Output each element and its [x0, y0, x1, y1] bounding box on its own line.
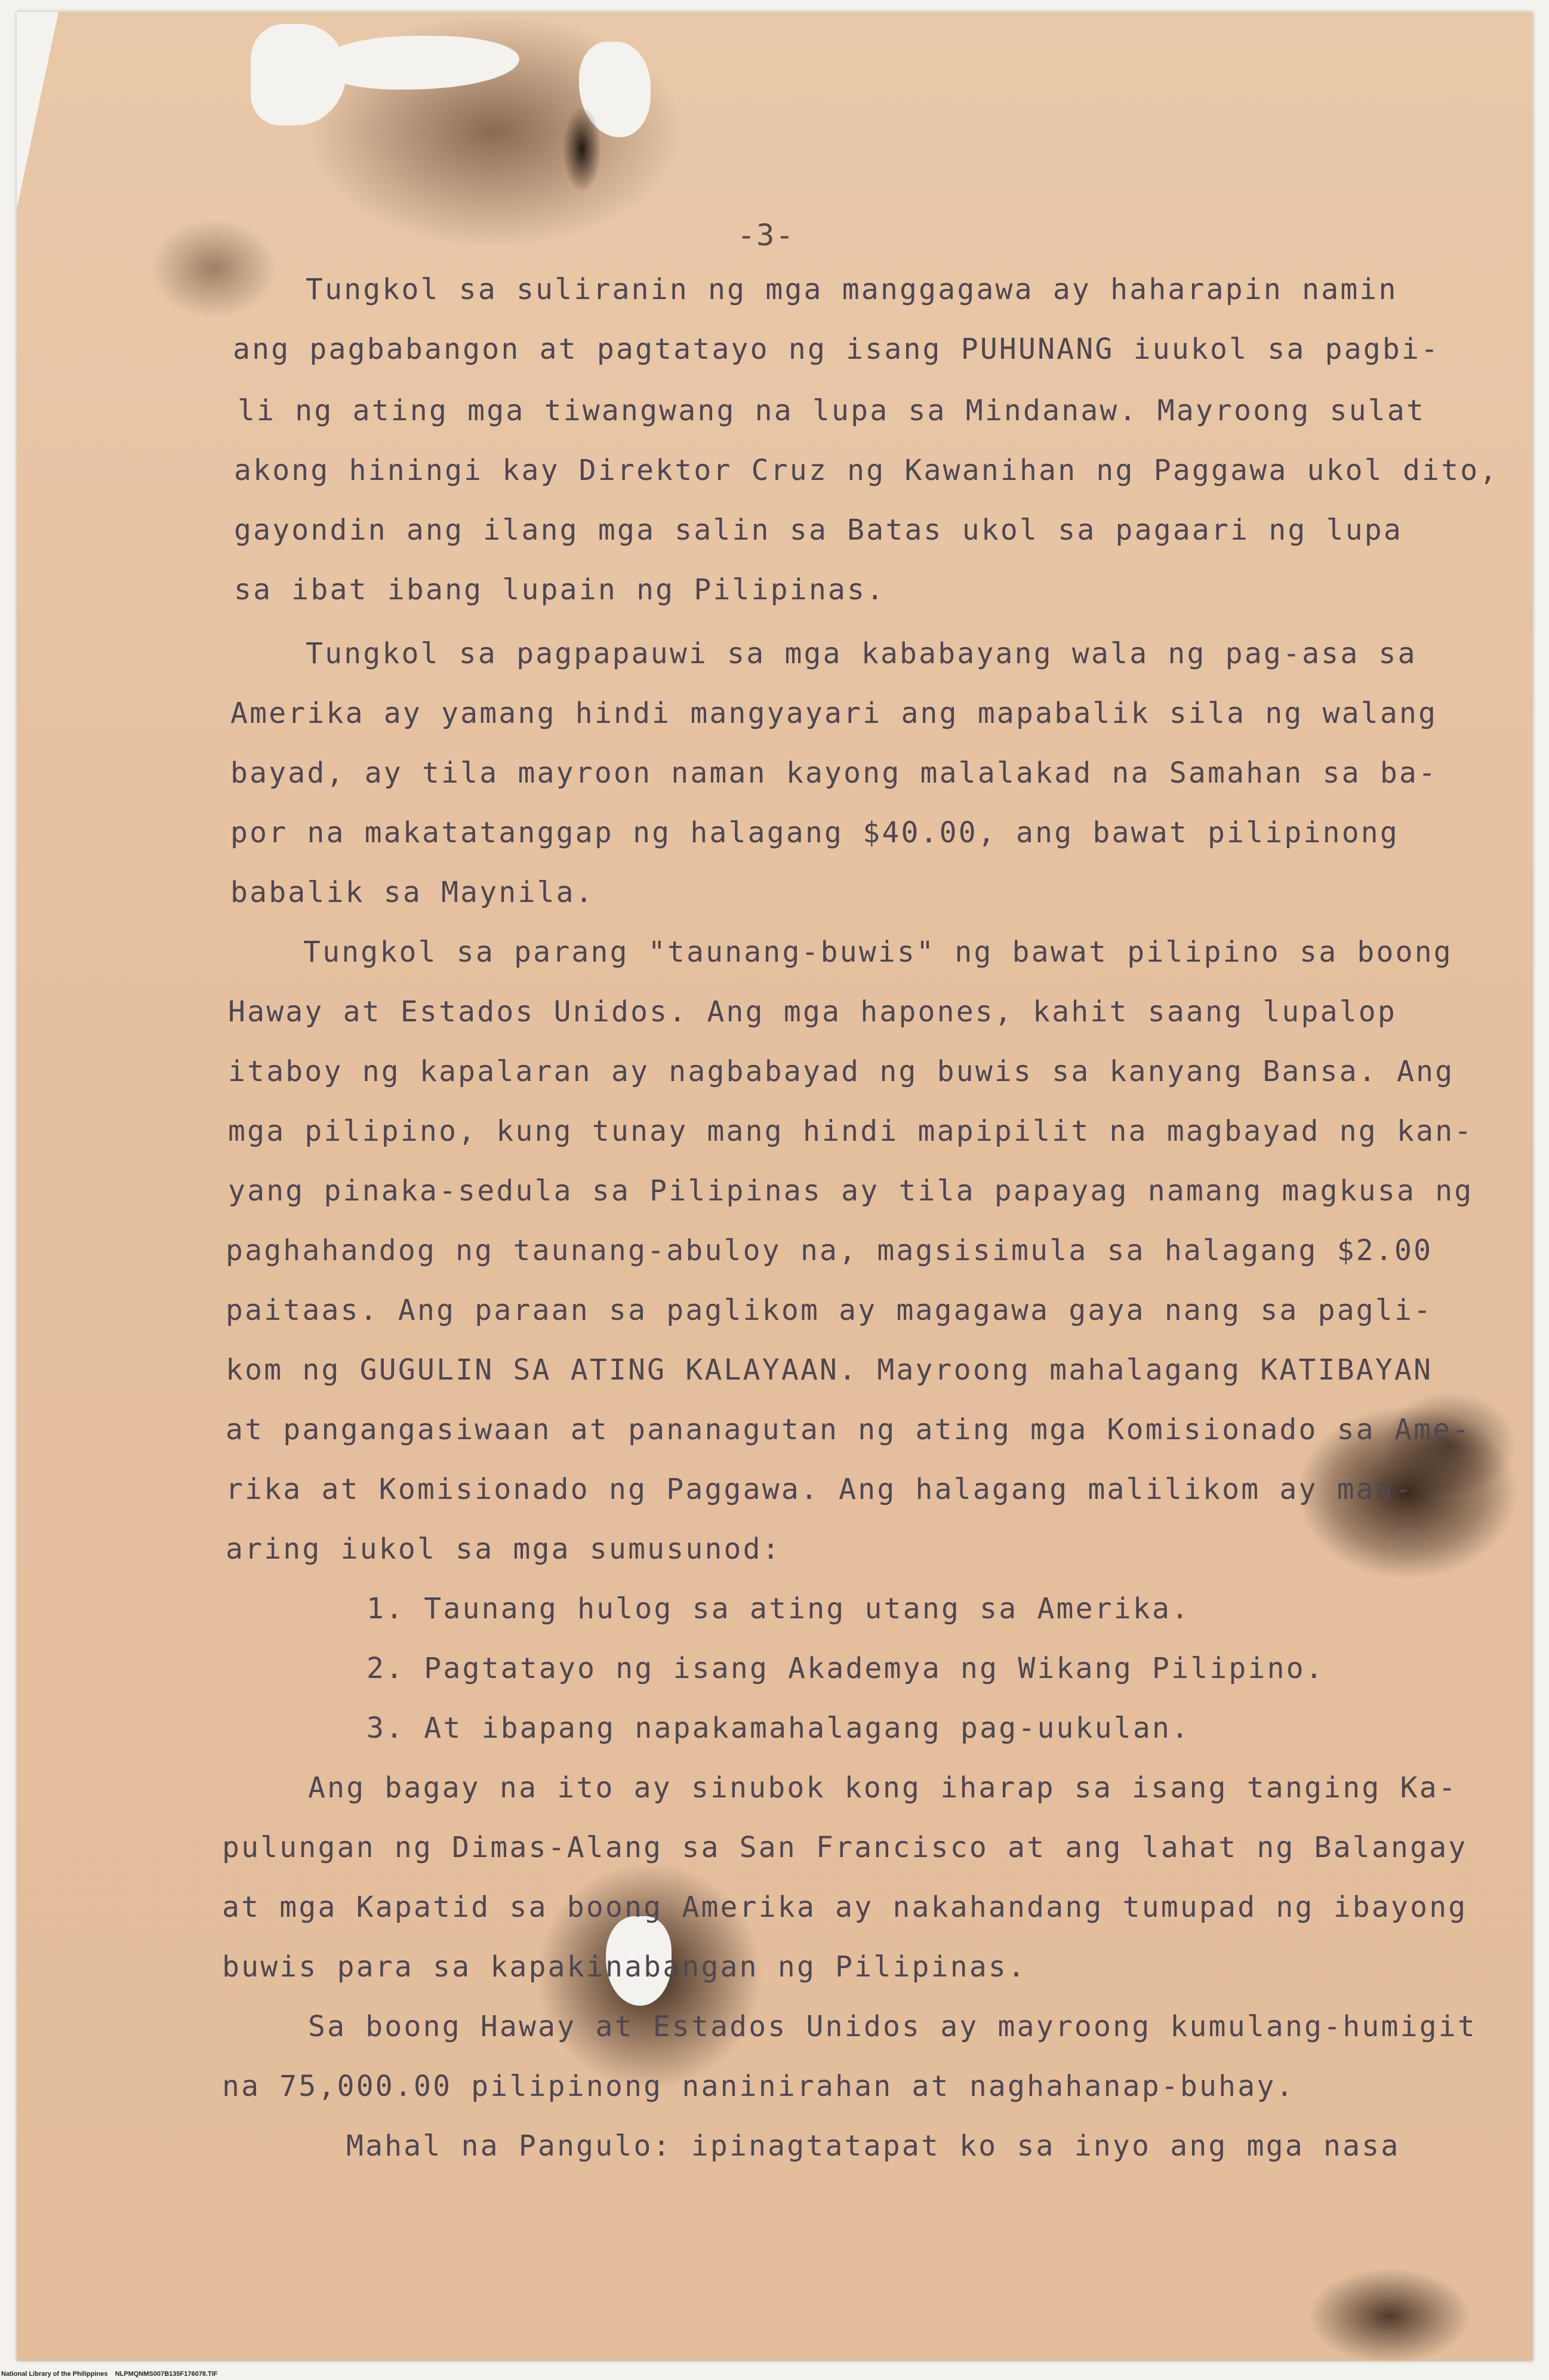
burn-stain: [549, 90, 615, 209]
text-line: por na makatatanggap ng halagang $40.00, ang bawat pilipinong: [230, 816, 1400, 849]
text-line: li ng ating mga tiwangwang na lupa sa Mindanaw. Mayroong sulat: [238, 394, 1426, 427]
text-line: Tungkol sa parang "taunang-buwis" ng bawat pilipino sa boong: [303, 935, 1453, 969]
list-item: 2. Pagtatayo ng isang Akademya ng Wikang Pilipino.: [367, 1652, 1325, 1685]
text-line: Tungkol sa pagpapauwi sa mga kababayang wala ng pag-asa sa: [306, 637, 1417, 670]
text-line: akong hiningi kay Direktor Cruz ng Kawanihan ng Paggawa ukol dito,: [234, 454, 1499, 487]
text-line: Ang bagay na ito ay sinubok kong iharap sa isang tanging Ka-: [308, 1771, 1458, 1805]
text-line: yang pinaka-sedula sa Pilipinas ay tila papayag namang magkusa ng: [228, 1174, 1474, 1208]
text-line: sa ibat ibang lupain ng Pilipinas.: [234, 573, 886, 606]
text-line: rika at Komisionado ng Paggawa. Ang halagang malilikom ay maa-: [226, 1473, 1414, 1506]
text-line: Sa boong Haway at Estados Unidos ay mayroong kumulang-humigit: [308, 2010, 1477, 2043]
text-line: paitaas. Ang paraan sa paglikom ay magagawa gaya nang sa pagli-: [226, 1294, 1433, 1327]
torn-corner: [17, 12, 58, 209]
archive-footer-label: National Library of the Philippines NLPMQNMS007B135F176078.TIF: [1, 2370, 218, 2378]
text-line: kom ng GUGULIN SA ATING KALAYAAN. Mayroong mahalagang KATIBAYAN: [226, 1353, 1433, 1387]
text-line: at mga Kapatid sa boong Amerika ay nakahandang tumupad ng ibayong: [222, 1891, 1468, 1924]
text-line: at pangangasiwaan at pananagutan ng ating mga Komisionado sa Ame-: [226, 1413, 1471, 1446]
list-item: 1. Taunang hulog sa ating utang sa Amerika.: [367, 1592, 1191, 1625]
text-line: gayondin ang ilang mga salin sa Batas ukol sa pagaari ng lupa: [234, 513, 1403, 547]
text-line: ang pagbabangon at pagtatayo ng isang PUHUNANG iuukol sa pagbi-: [233, 332, 1440, 366]
text-line: Haway at Estados Unidos. Ang mga hapones, kahit saang lupalop: [228, 995, 1397, 1029]
text-line: buwis para sa kapakinabangan ng Pilipinas.: [222, 1950, 1027, 1984]
text-line: na 75,000.00 pilipinong naninirahan at naghahanap-buhay.: [222, 2070, 1295, 2103]
text-line: mga pilipino, kung tunay mang hindi mapipilit na magbayad ng kan-: [228, 1114, 1474, 1148]
text-line: Mahal na Pangulo: ipinagtatapat ko sa inyo ang mga nasa: [346, 2129, 1400, 2163]
text-line: paghahandog ng taunang-abuloy na, magsisimula sa halagang $2.00: [226, 1234, 1433, 1267]
text-line: bayad, ay tila mayroon naman kayong malalakad na Samahan sa ba-: [230, 756, 1438, 790]
text-line: Amerika ay yamang hindi mangyayari ang mapabalik sila ng walang: [230, 697, 1438, 730]
text-line: pulungan ng Dimas-Alang sa San Francisco at ang lahat ng Balangay: [222, 1831, 1468, 1864]
page-number: -3-: [737, 218, 795, 253]
text-line: itaboy ng kapalaran ay nagbabayad ng buwis sa kanyang Bansa. Ang: [228, 1055, 1455, 1088]
list-item: 3. At ibapang napakamahalagang pag-uukulan.: [367, 1711, 1191, 1745]
text-line: babalik sa Maynila.: [230, 876, 595, 909]
text-line: Tungkol sa suliranin ng mga manggagawa ay haharapin namin: [306, 273, 1398, 306]
text-line: aring iukol sa mga sumusunod:: [226, 1532, 781, 1566]
